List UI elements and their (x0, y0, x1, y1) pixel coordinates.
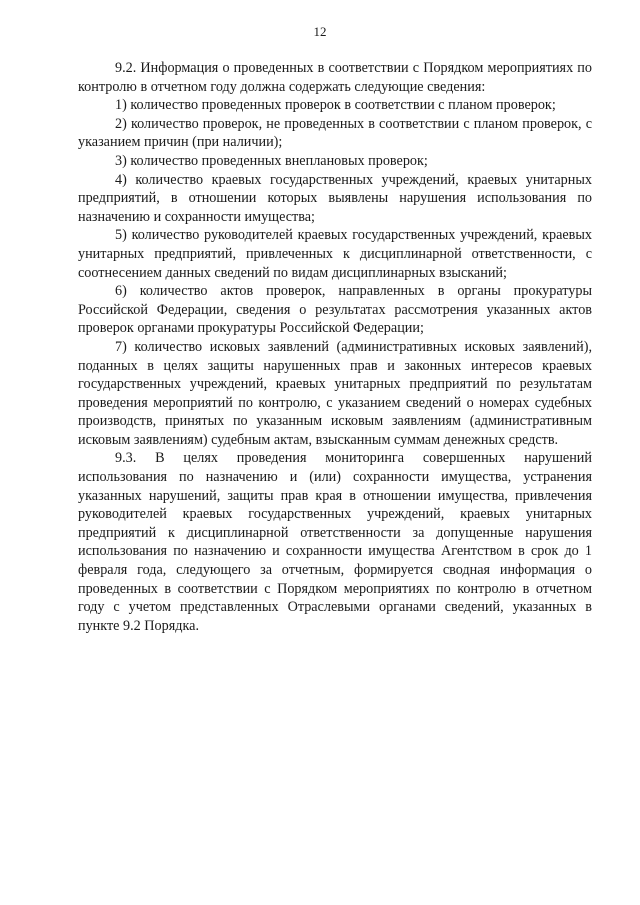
document-body (78, 59, 592, 635)
list-item-6: 6) количество актов проверок, направленных в органы прокуратуры Российской Федерации, сведения о результатах рассмотрения указанных актов проверок органами прокуратуры Российской Федерации; (78, 283, 592, 337)
list-item-4: 4) количество краевых государственных учреждений, краевых унитарных предприятий, в отношении которых выявлены нарушения использования по назначению и сохранности имущества; (78, 171, 592, 225)
list-item-2: 2) количество проверок, не проведенных в соответствии с планом проверок, с указанием причин (при наличии); (78, 115, 592, 151)
list-item-1: 1) количество проведенных проверок в соответствии с планом проверок; (115, 97, 556, 114)
list-item-5: 5) количество руководителей краевых государственных учреждений, краевых унитарных предприятий, привлеченных к дисциплинарной ответственности, с соотнесением данных сведений по видам дисциплинарных взысканий; (78, 227, 592, 281)
paragraph-9-2-intro: 9.2. Информация о проведенных в соответствии с Порядком мероприятиях по контролю в отчетном году должна содержать следующие сведения: (78, 60, 592, 95)
list-item-3: 3) количество проведенных внеплановых проверок; (115, 152, 428, 169)
page-number: 12 (313, 24, 327, 39)
paragraph-9-3: 9.3. В целях проведения мониторинга совершенных нарушений использования по назначению и (или) сохранности имущества, устранения указанных нарушений, защиты прав края в отношении имущества, привлечения руководителей краевых государственных учреждений, краевых унитарных предприятий к дисциплинарной ответственности за допущенные нарушения использования по назначению и сохранности имущества Агентством в срок до 1 февраля года, следующего за отчетным, формируется сводная информация о проведенных в соответствии с Порядком мероприятиях по контролю в отчетном году с учетом представленных Отраслевыми органами сведений, указанных в пункте 9.2 Порядка. (78, 450, 592, 634)
list-item-7: 7) количество исковых заявлений (административных исковых заявлений), поданных в целях защиты нарушенных прав и законных интересов краевых государственных учреждений, краевых унитарных предприятий по результатам проведения мероприятий по контролю, с указанием сведений о номерах судебных производств, принятых по указанным исковым заявлениям (административным исковым заявлениям) судебным актам, взысканным суммам денежных средств. (78, 338, 592, 448)
